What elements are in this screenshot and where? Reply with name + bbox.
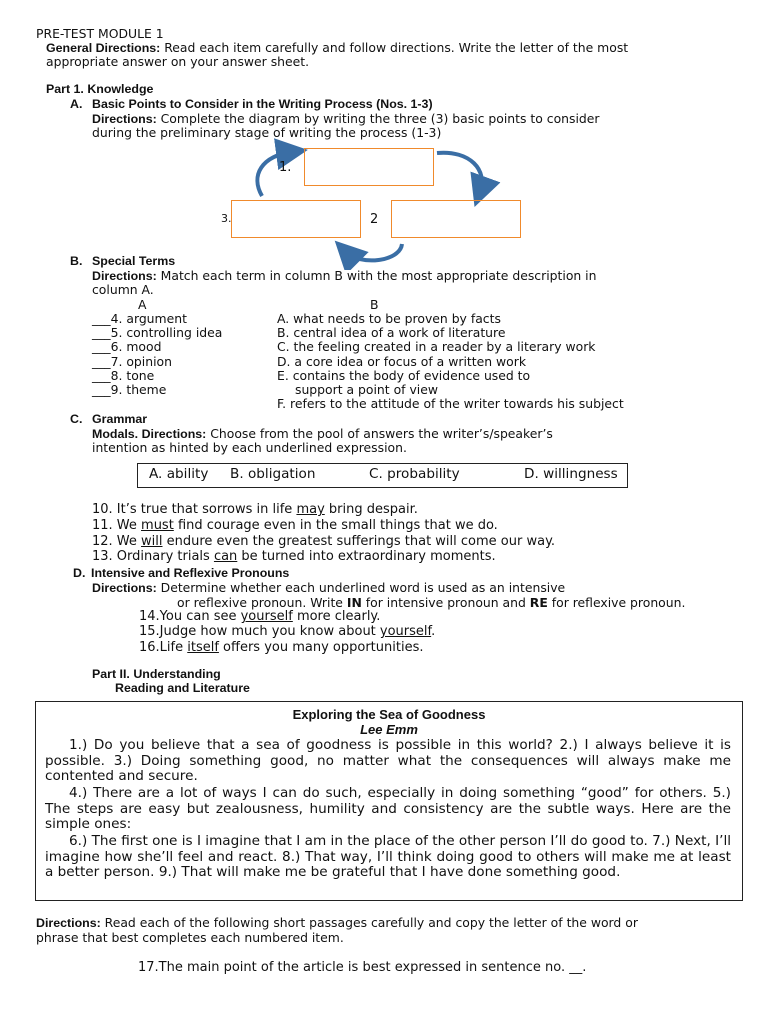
section-d-dir-text: Determine whether each underlined word is used as an intensive [156,580,566,595]
footer-dir-label: Directions: [36,916,101,930]
article-paragraph: 4.) There are a lot of ways I can do such, especially in doing something “good” for others. 5.) The steps are easy but zealousness, humility and consistency are the subtle ways. Here are the simple ones: [45,785,731,833]
modal-item: 13. Ordinary trials can be turned into extraordinary moments. [92,549,496,564]
section-b-directions [92,268,596,284]
description-item: D. a core idea or focus of a written work [277,354,527,369]
diagram-label-2: 2 [370,212,379,227]
section-d-directions [92,580,565,596]
section-a-title: Basic Points to Consider in the Writing Process (Nos. 1-3) [92,97,433,111]
modal-item: 10. It’s true that sorrows in life may bring despair. [92,502,418,517]
column-b-header: B [370,297,379,312]
diagram-box-1[interactable] [304,148,434,186]
section-c-title: Grammar [92,412,148,426]
pool-option: D. willingness [524,466,618,482]
section-a-directions-line2: during the preliminary stage of writing the process (1-3) [92,125,442,140]
part1-heading: Part 1. Knowledge [46,82,154,96]
section-b-title: Special Terms [92,254,176,268]
article-author: Lee Emm [360,722,418,737]
article-paragraph: 6.) The first one is I imagine that I am in the place of the other person I’ll do good to. 7.) Next, I’ll imagine how she’ll feel and react. 8.) That way, I’ll think doing good to others will make me at least a better person. 9.) That will make me be grateful that I have done something good. [45,834,731,881]
term-item: ___9. theme [92,382,167,397]
term-item: ___6. mood [92,339,162,354]
section-d-dir-label: Directions: [92,581,157,595]
footer-dir-text: Read each of the following short passages carefully and copy the letter of the word or [100,915,638,930]
description-item: A. what needs to be proven by facts [277,311,501,326]
diagram-label-3: 3. [221,212,232,225]
section-a-letter: A. [70,97,83,111]
question-17: 17.The main point of the article is best expressed in sentence no. __. [138,960,587,975]
diagram-box-2[interactable] [391,200,521,238]
part2-subheading: Reading and Literature [115,681,250,695]
module-title: PRE-TEST MODULE 1 [36,26,164,41]
term-item: ___4. argument [92,311,187,326]
term-item: ___8. tone [92,368,155,383]
section-b-letter: B. [70,254,83,268]
section-a-dir-label: Directions: [92,112,157,126]
description-item: E. contains the body of evidence used to [277,368,531,383]
general-directions-line2: appropriate answer on your answer sheet. [46,54,310,69]
part2-heading: Part II. Understanding [92,667,221,681]
pool-option: A. ability [149,466,209,482]
section-c-dir-text: Choose from the pool of answers the writer’s/speaker’s [206,426,553,441]
modal-item: 12. We will endure even the greatest sufferings that will come our way. [92,534,556,549]
pool-option: B. obligation [230,466,316,482]
article-paragraph: 1.) Do you believe that a sea of goodness is possible in this world? 2.) I always believe it is possible. 3.) Doing something good, no matter what the consequences will always make me contented and secure. [45,737,731,785]
article-title: Exploring the Sea of Goodness [292,707,486,722]
column-a-header: A [138,297,147,312]
diagram-box-3[interactable] [231,200,361,238]
curved-arrow-icon [437,153,482,192]
pool-option: C. probability [369,466,460,482]
curved-arrow-icon [346,244,402,260]
modal-item: 11. We must find courage even in the small things that we do. [92,518,498,533]
description-item: C. the feeling created in a reader by a literary work [277,339,596,354]
description-item: F. refers to the attitude of the writer towards his subject [277,396,624,411]
pronoun-item: 14.You can see yourself more clearly. [139,609,381,624]
writing-process-diagram [0,0,768,270]
section-d-letter: D. [73,566,86,580]
term-item: ___5. controlling idea [92,325,223,340]
description-item: support a point of view [295,382,438,397]
pronoun-item: 16.Life itself offers you many opportunities. [139,640,424,655]
section-a-dir-text: Complete the diagram by writing the three (3) basic points to consider [156,111,600,126]
general-directions-text: Read each item carefully and follow directions. Write the letter of the most [160,40,629,55]
section-c-directions-line2: intention as hinted by each underlined expression. [92,440,407,455]
description-item: B. central idea of a work of literature [277,325,506,340]
pronoun-item: 15.Judge how much you know about yourself. [139,624,436,639]
section-c-dir-label: Modals. Directions: [92,427,207,441]
term-item: ___7. opinion [92,354,172,369]
footer-directions [36,915,638,931]
section-b-dir-text: Match each term in column B with the most appropriate description in [156,268,597,283]
section-d-directions-line2: or reflexive pronoun. Write IN for intensive pronoun and RE for reflexive pronoun. [177,595,686,610]
section-b-directions-line2: column A. [92,282,154,297]
section-b-dir-label: Directions: [92,269,157,283]
section-d-title: Intensive and Reflexive Pronouns [91,566,290,580]
diagram-label-1: 1. [279,160,292,175]
general-directions-label: General Directions: [46,41,161,55]
section-c-letter: C. [70,412,83,426]
footer-directions-line2: phrase that best completes each numbered item. [36,930,344,945]
